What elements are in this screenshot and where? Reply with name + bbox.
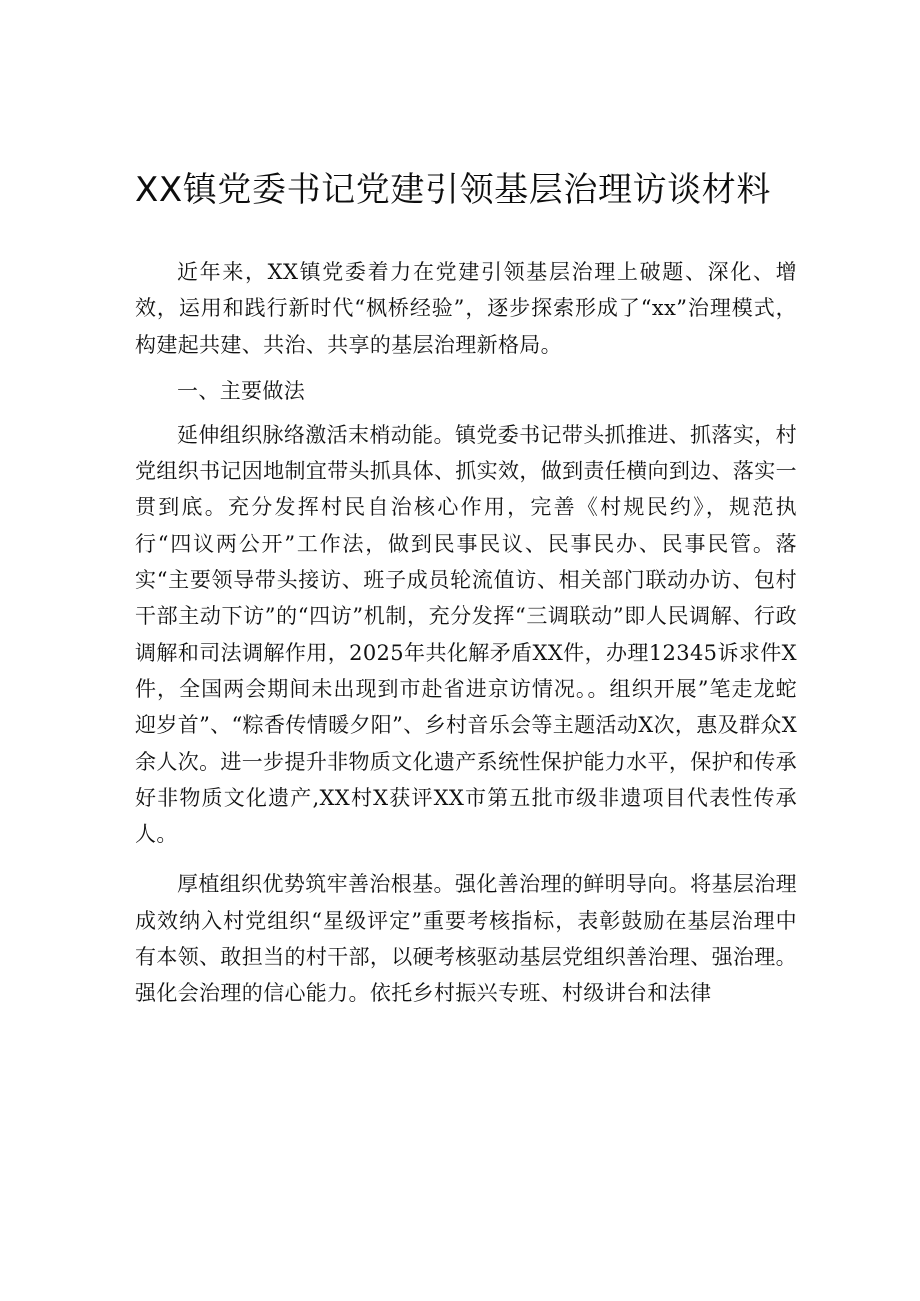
body-paragraph-1: 延伸组织脉络激活末梢动能。镇党委书记带头抓推进、抓落实，村党组织书记因地制宜带头抓具体、抓实效，做到责任横向到边、落实一贯到底。充分发挥村民自治核心作用，完善《村规民约》，规范执行“四议两公开”工作法，做到民事民议、民事民办、民事民管。落实“主要领导带头接访、班子成员轮流值访、相关部门联动办访、包村干部主动下访”的“四访”机制，充分发挥“三调联动”即人民调解、行政调解和司法调解作用，2025年共化解矛盾XX件，办理12345诉求件X件，全国两会期间未出现到市赴省进京访情况。。组织开展”笔走龙蛇迎岁首”、“粽香传情暖夕阳”、乡村音乐会等主题活动X次，惠及群众X余人次。进一步提升非物质文化遗产系统性保护能力水平，保护和传承好非物质文化遗产,XX村X获评XX市第五批市级非遗项目代表性传承人。 xyxy=(135,422,797,847)
document-body xyxy=(135,254,797,1012)
body-paragraph-2: 厚植组织优势筑牢善治根基。强化善治理的鲜明导向。将基层治理成效纳入村党组织“星级评定”重要考核指标，表彰鼓励在基层治理中有本领、敢担当的村干部，以硬考核驱动基层党组织善治理、强治理。强化会治理的信心能力。依托乡村振兴专班、村级讲台和法律 xyxy=(135,872,797,1006)
section-heading: 一、主要做法 xyxy=(177,378,306,403)
page-title: XX镇党委书记党建引领基层治理访谈材料 xyxy=(135,170,771,210)
intro-paragraph: 近年来，XX镇党委着力在党建引领基层治理上破题、深化、增效，运用和践行新时代“枫桥经验”，逐步探索形成了“xx”治理模式，构建起共建、共治、共享的基层治理新格局。 xyxy=(135,260,797,357)
